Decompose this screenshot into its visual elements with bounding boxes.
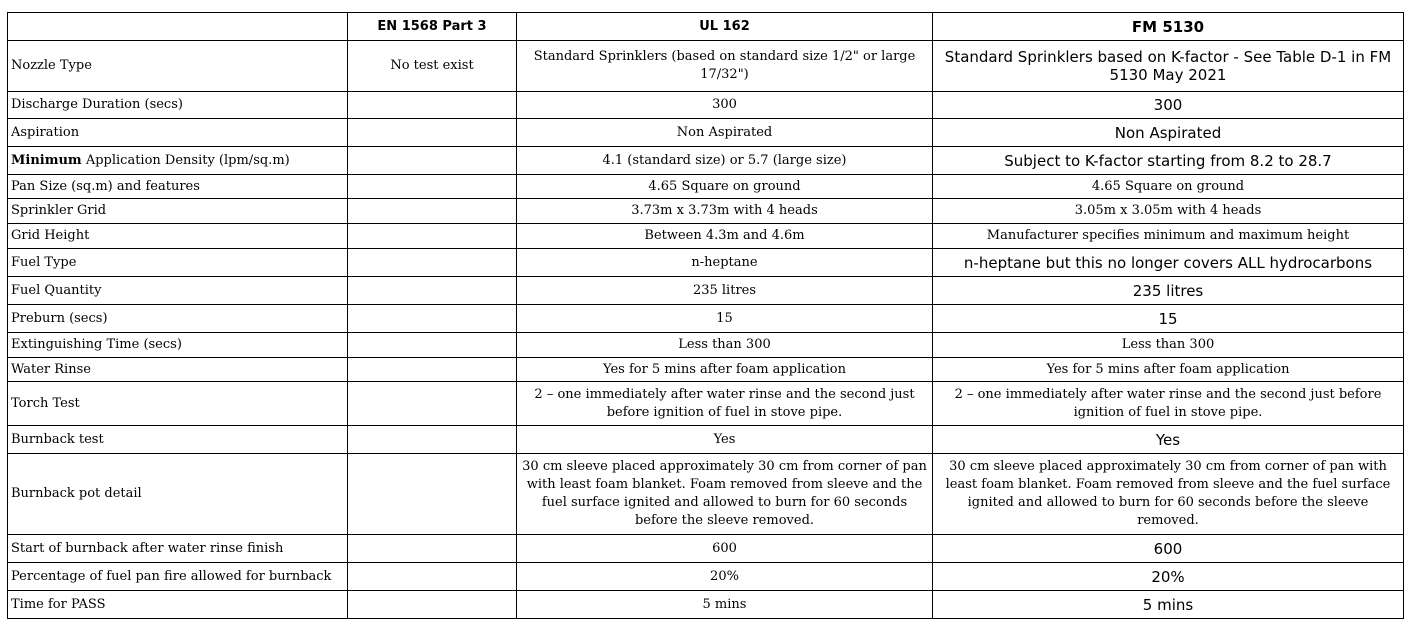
fm-cell: Non Aspirated: [933, 119, 1404, 147]
table-row: [8, 426, 1404, 454]
row-label: Aspiration: [8, 119, 348, 147]
ul-cell: Standard Sprinklers (based on standard size 1/2" or large 17/32"): [517, 41, 933, 92]
table-row: [8, 591, 1404, 619]
en-cell: [348, 382, 517, 426]
table-row: [8, 249, 1404, 277]
table-row: [8, 358, 1404, 382]
fm-cell: 2 – one immediately after water rinse and the second just before ignition of fuel in stove pipe.: [933, 382, 1404, 426]
row-label: Discharge Duration (secs): [8, 92, 348, 119]
en-cell: [348, 147, 517, 175]
row-label: Grid Height: [8, 224, 348, 249]
row-label: Water Rinse: [8, 358, 348, 382]
fm-cell: 300: [933, 92, 1404, 119]
row-label: Fuel Quantity: [8, 277, 348, 305]
row-label-bold: Minimum: [11, 152, 82, 168]
header-row: [8, 13, 1404, 41]
en-cell: No test exist: [348, 41, 517, 92]
fm-cell: 3.05m x 3.05m with 4 heads: [933, 199, 1404, 224]
table-row: [8, 147, 1404, 175]
table-row: [8, 119, 1404, 147]
table-row: [8, 305, 1404, 333]
fm-cell: Standard Sprinklers based on K-factor - See Table D-1 in FM 5130 May 2021: [933, 41, 1404, 92]
en-cell: [348, 249, 517, 277]
en-cell: [348, 199, 517, 224]
en-cell: [348, 277, 517, 305]
ul-cell: 2 – one immediately after water rinse and the second just before ignition of fuel in stove pipe.: [517, 382, 933, 426]
table-row: [8, 454, 1404, 535]
fm-cell: 30 cm sleeve placed approximately 30 cm from corner of pan with least foam blanket. Foam removed from sleeve and the fuel surface ignited and allowed to burn for 60 seconds before the sleeve removed.: [933, 454, 1404, 535]
ul-cell: Between 4.3m and 4.6m: [517, 224, 933, 249]
en-cell: [348, 535, 517, 563]
table-row: [8, 92, 1404, 119]
ul-cell: Yes for 5 mins after foam application: [517, 358, 933, 382]
fm-cell: Subject to K-factor starting from 8.2 to 28.7: [933, 147, 1404, 175]
fm-cell: Manufacturer specifies minimum and maximum height: [933, 224, 1404, 249]
en-cell: [348, 119, 517, 147]
row-label: Start of burnback after water rinse finish: [8, 535, 348, 563]
row-label: Burnback pot detail: [8, 454, 348, 535]
row-label: Nozzle Type: [8, 41, 348, 92]
row-label: Pan Size (sq.m) and features: [8, 175, 348, 199]
en-cell: [348, 92, 517, 119]
en-cell: [348, 563, 517, 591]
row-label: Sprinkler Grid: [8, 199, 348, 224]
table-row: [8, 41, 1404, 92]
fm-cell: Yes: [933, 426, 1404, 454]
table-row: [8, 333, 1404, 358]
ul-cell: Non Aspirated: [517, 119, 933, 147]
fm-cell: 235 litres: [933, 277, 1404, 305]
fm-cell: 5 mins: [933, 591, 1404, 619]
ul-cell: 4.1 (standard size) or 5.7 (large size): [517, 147, 933, 175]
ul-cell: 4.65 Square on ground: [517, 175, 933, 199]
ul-cell: 20%: [517, 563, 933, 591]
table-row: [8, 224, 1404, 249]
ul-cell: 600: [517, 535, 933, 563]
en-cell: [348, 305, 517, 333]
row-label-rest: Application Density (lpm/sq.m): [81, 152, 290, 168]
fm-cell: 15: [933, 305, 1404, 333]
en-cell: [348, 454, 517, 535]
header-cell-fm5130: FM 5130: [933, 13, 1404, 41]
en-cell: [348, 591, 517, 619]
fm-cell: 20%: [933, 563, 1404, 591]
row-label: Preburn (secs): [8, 305, 348, 333]
fm-cell: Less than 300: [933, 333, 1404, 358]
header-cell-en1568: EN 1568 Part 3: [348, 13, 517, 41]
fm-cell: n-heptane but this no longer covers ALL hydrocarbons: [933, 249, 1404, 277]
row-label: Extinguishing Time (secs): [8, 333, 348, 358]
row-label: Burnback test: [8, 426, 348, 454]
row-label: Time for PASS: [8, 591, 348, 619]
en-cell: [348, 224, 517, 249]
ul-cell: Less than 300: [517, 333, 933, 358]
row-label: Fuel Type: [8, 249, 348, 277]
table-row: [8, 382, 1404, 426]
ul-cell: 5 mins: [517, 591, 933, 619]
en-cell: [348, 426, 517, 454]
fm-cell: Yes for 5 mins after foam application: [933, 358, 1404, 382]
ul-cell: Yes: [517, 426, 933, 454]
fm-cell: 600: [933, 535, 1404, 563]
row-label: [8, 147, 348, 175]
comparison-table: [7, 12, 1404, 619]
header-cell-ul162: UL 162: [517, 13, 933, 41]
row-label: Torch Test: [8, 382, 348, 426]
ul-cell: n-heptane: [517, 249, 933, 277]
fm-cell: 4.65 Square on ground: [933, 175, 1404, 199]
en-cell: [348, 358, 517, 382]
ul-cell: 3.73m x 3.73m with 4 heads: [517, 199, 933, 224]
ul-cell: 235 litres: [517, 277, 933, 305]
row-label: Percentage of fuel pan fire allowed for burnback: [8, 563, 348, 591]
ul-cell: 30 cm sleeve placed approximately 30 cm from corner of pan with least foam blanket. Foam removed from sleeve and the fuel surface ignited and allowed to burn for 60 seconds before the sleeve removed.: [517, 454, 933, 535]
table-row: [8, 175, 1404, 199]
table-row: [8, 199, 1404, 224]
ul-cell: 300: [517, 92, 933, 119]
table-row: [8, 563, 1404, 591]
header-cell-blank: [8, 13, 348, 41]
table-row: [8, 535, 1404, 563]
en-cell: [348, 175, 517, 199]
ul-cell: 15: [517, 305, 933, 333]
en-cell: [348, 333, 517, 358]
table-row: [8, 277, 1404, 305]
